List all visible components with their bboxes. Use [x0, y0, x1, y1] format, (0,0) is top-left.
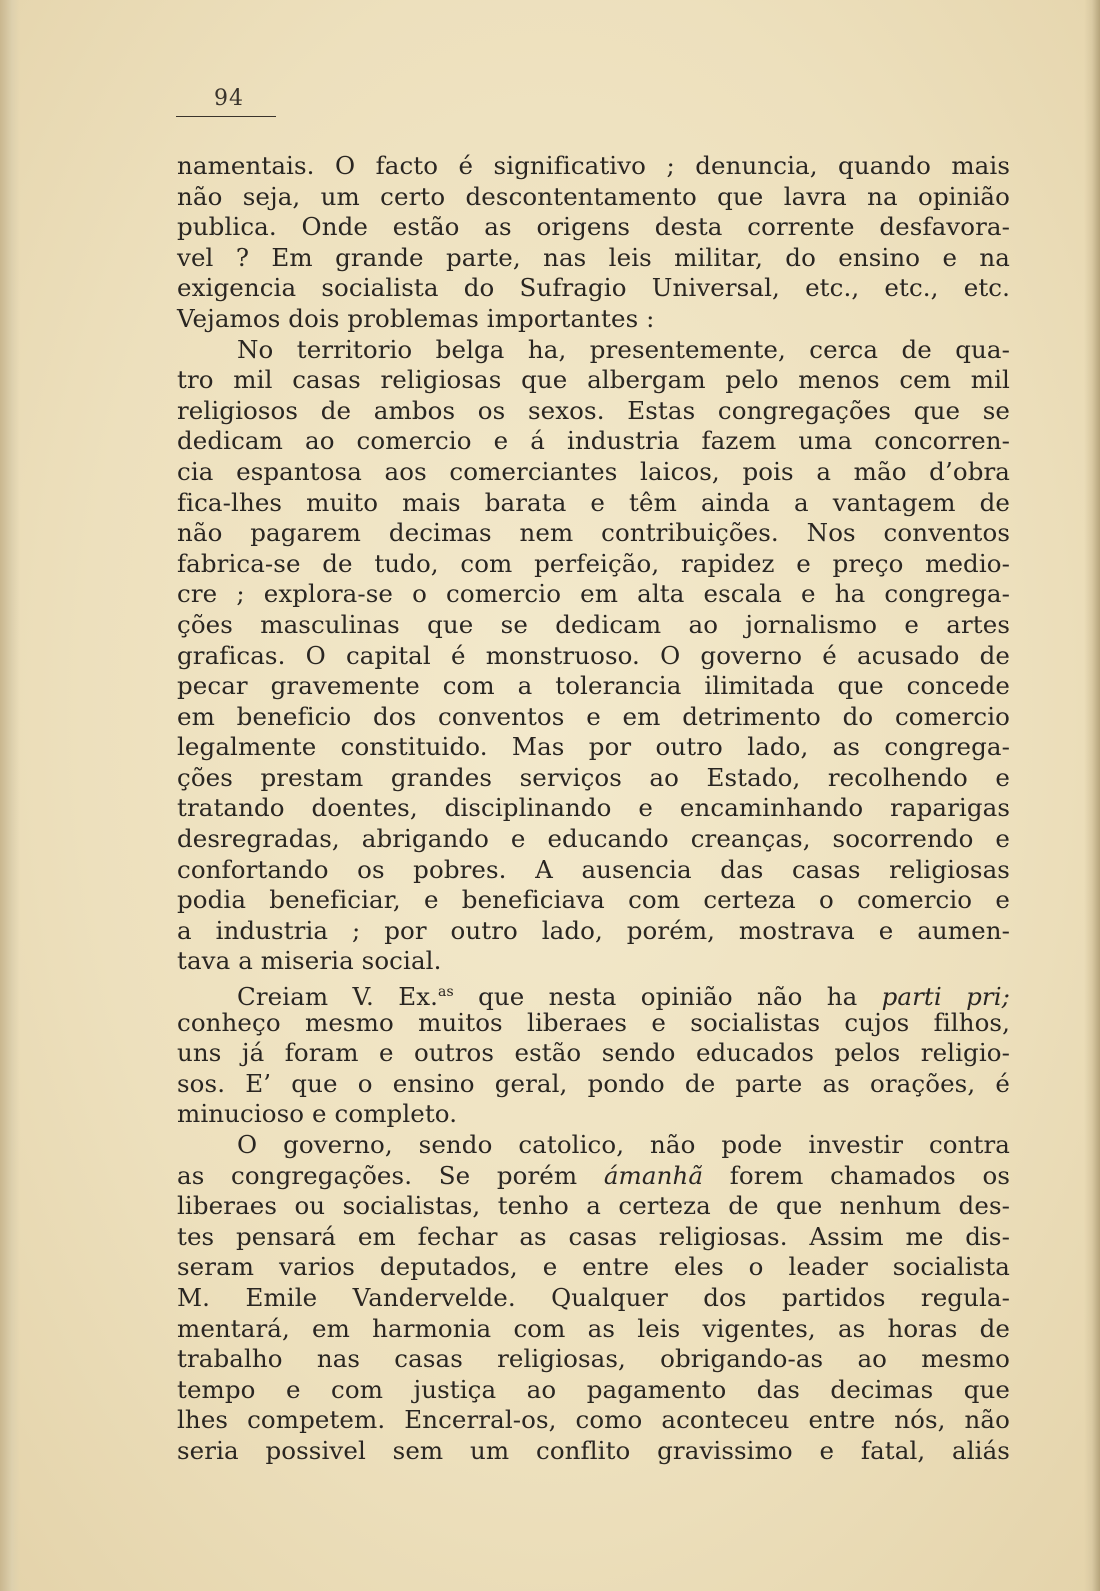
text-line: conheço mesmo muitos liberaes e socialistas cujos filhos,	[177, 1007, 1010, 1037]
text-line: liberaes ou socialistas, tenho a certeza de que nenhum des-	[177, 1191, 1010, 1221]
page-number: 94	[214, 86, 244, 111]
creiam-superscript: as	[438, 984, 454, 1001]
page-outer-edge	[1084, 0, 1100, 1591]
text-line: graficas. O capital é monstruoso. O governo é acusado de	[177, 640, 1010, 670]
text-line: religiosos de ambos os sexos. Estas congregações que se	[177, 395, 1010, 425]
amanha-after: forem chamados os	[703, 1160, 1010, 1190]
text-line: ções prestam grandes serviços ao Estado, recolhendo e	[177, 762, 1010, 792]
text-line: exigencia socialista do Sufragio Universal, etc., etc., etc.	[177, 273, 1010, 303]
body-text	[177, 151, 1010, 1467]
text-line: confortando os pobres. A ausencia das casas religiosas	[177, 854, 1010, 884]
text-line: pecar gravemente com a tolerancia ilimitada que concede	[177, 671, 1010, 701]
text-line: O governo, sendo catolico, não pode investir contra	[237, 1130, 1010, 1159]
text-line: cre ; explora-se o comercio em alta escala e ha congrega-	[177, 579, 1010, 609]
text-line: Vejamos dois problemas importantes :	[177, 303, 655, 333]
text-line: lhes competem. Encerral-os, como aconteceu entre nós, não	[177, 1405, 1010, 1435]
paragraph-group-1	[177, 151, 1010, 977]
text-line: legalmente constituido. Mas por outro lado, as congrega-	[177, 732, 1010, 762]
paragraph-group-2	[177, 1008, 1010, 1161]
amanha-before: as congregações. Se porém	[177, 1160, 604, 1190]
text-line-creiam	[177, 977, 1010, 1012]
text-line: namentais. O facto é significativo ; denuncia, quando mais	[177, 151, 1010, 180]
text-line: não seja, um certo descontentamento que lavra na opinião	[177, 181, 1010, 211]
text-line: podia beneficiar, e beneficiava com certeza o comercio e	[177, 885, 1010, 915]
text-line: minucioso e completo.	[177, 1099, 458, 1129]
paragraph-group-3	[177, 1191, 1010, 1466]
text-line: trabalho nas casas religiosas, obrigando-as ao mesmo	[177, 1344, 1010, 1374]
text-line: publica. Onde estão as origens desta corrente desfavora-	[177, 212, 1010, 242]
text-line: tratando doentes, disciplinando e encaminhando raparigas	[177, 793, 1010, 823]
text-line: sos. E’ que o ensino geral, pondo de parte as orações, é	[177, 1068, 1010, 1098]
text-line: fica-lhes muito mais barata e têm ainda a vantagem de	[177, 487, 1010, 517]
text-line: em beneficio dos conventos e em detrimento do comercio	[177, 701, 1010, 731]
text-line: dedicam ao comercio e á industria fazem uma concorren-	[177, 426, 1010, 456]
text-line: cia espantosa aos comerciantes laicos, pois a mão d’obra	[177, 456, 1010, 486]
text-line: desregradas, abrigando e educando creanças, socorrendo e	[177, 824, 1010, 854]
text-line-amanha	[177, 1161, 1010, 1192]
text-line: tro mil casas religiosas que albergam pelo menos cem mil	[177, 365, 1010, 395]
creiam-italic: parti pri;	[881, 982, 1010, 1012]
text-line: fabrica-se de tudo, com perfeição, rapidez e preço medio-	[177, 548, 1010, 578]
text-line: seram varios deputados, e entre eles o leader socialista	[177, 1252, 1010, 1282]
text-line: M. Emile Vandervelde. Qualquer dos partidos regula-	[177, 1282, 1010, 1312]
amanha-italic: ámanhã	[603, 1160, 704, 1190]
text-line: ções masculinas que se dedicam ao jornalismo e artes	[177, 609, 1010, 639]
text-line: mentará, em harmonia com as leis vigentes, as horas de	[177, 1313, 1010, 1343]
creiam-middle: que nesta opinião não ha	[453, 982, 882, 1012]
text-line: uns já foram e outros estão sendo educados pelos religio-	[177, 1038, 1010, 1068]
text-line: seria possivel sem um conflito gravissimo e fatal, aliás	[177, 1435, 1010, 1465]
text-line: não pagarem decimas nem contribuições. Nos conventos	[177, 518, 1010, 548]
text-line: tava a miseria social.	[177, 946, 442, 976]
text-line: vel ? Em grande parte, nas leis militar, do ensino e na	[177, 242, 1010, 272]
text-line: a industria ; por outro lado, porém, mostrava e aumen-	[177, 915, 1010, 945]
text-line: tes pensará em fechar as casas religiosas. Assim me dis-	[177, 1221, 1010, 1251]
text-line: tempo e com justiça ao pagamento das decimas que	[177, 1374, 1010, 1404]
header-rule	[176, 116, 276, 117]
creiam-before: Creiam V. Ex.	[237, 982, 439, 1012]
page-binding-edge	[0, 0, 20, 1591]
text-line: No territorio belga ha, presentemente, cerca de qua-	[237, 334, 1010, 364]
